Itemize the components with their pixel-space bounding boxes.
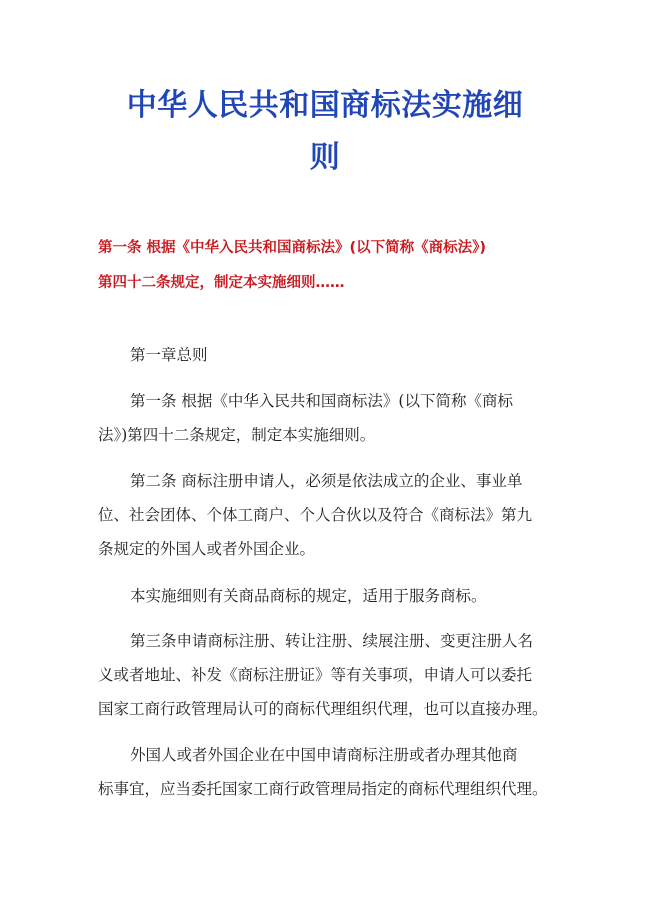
document-title [95,80,555,184]
summary-excerpt [98,231,568,301]
article-2-line-2: 位、社会团体、个体工商户、个人合伙以及符合《商标法》第九 [98,506,533,524]
article-3-line-1: 第三条申请商标注册、转让注册、续展注册、变更注册人名 [130,632,534,650]
chapter-heading [98,338,568,372]
article-2-line-1: 第二条 商标注册申请人，必须是依法成立的企业、事业单 [130,472,523,490]
article-3-paragraph [98,624,568,726]
summary-line-2: 第四十二条规定，制定本实施细则…… [98,275,345,291]
article-3-foreign-line-2: 标事宜，应当委托国家工商行政管理局指定的商标代理组织代理。 [98,780,548,798]
title-line-2: 则 [309,140,341,175]
article-3-foreign-paragraph [98,738,568,806]
article-1-line-1: 第一条 根据《中华入民共和国商标法》(以下简称《商标 [130,392,513,410]
article-2-scope-paragraph [98,579,568,613]
article-3-line-2: 义或者地址、补发《商标注册证》等有关事项，申请人可以委托 [98,666,533,684]
article-3-line-3: 国家工商行政管理局认可的商标代理组织代理，也可以直接办理。 [98,700,548,718]
article-2-scope-line: 本实施细则有关商品商标的规定，适用于服务商标。 [130,587,487,605]
article-2-paragraph [98,464,568,566]
summary-line-1: 第一条 根据《中华入民共和国商标法》(以下简称《商标法》) [98,240,487,256]
article-2-line-3: 条规定的外国人或者外国企业。 [98,540,316,558]
title-line-1: 中华人民共和国商标法实施细 [126,88,524,123]
article-3-foreign-line-1: 外国人或者外国企业在中国申请商标注册或者办理其他商 [130,746,518,764]
chapter-heading-text: 第一章总则 [130,346,208,364]
article-1-paragraph [98,384,568,452]
article-1-line-2: 法》)第四十二条规定，制定本实施细则。 [98,426,376,444]
